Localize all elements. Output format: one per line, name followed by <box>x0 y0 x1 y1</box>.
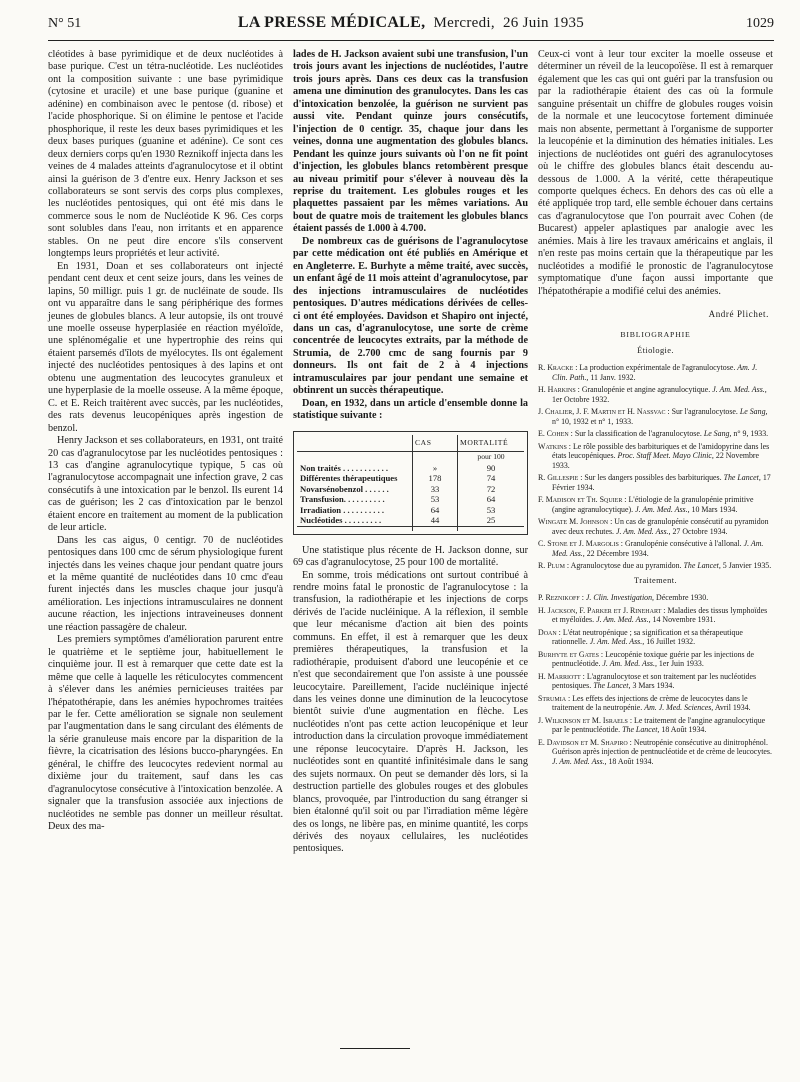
cas-value: 44 <box>413 515 458 526</box>
reference-text: L'agranulocytose et son traitement par les nucléotides pentosiques. <box>552 671 757 691</box>
cas-value: 64 <box>413 505 458 516</box>
paragraph: Dans les cas aigus, 0 centigr. 70 de nucléotides pentosiques dans 100 cmc de sérum physiologique furent injectés dans les veines chaque jour pendant quatre jours et la même quantité de nucléotides dans 10 cmc d'eau furent injectés dans les muscles chaque jour jusqu'à amélioration. Les injections intramusculaires ne donnent aucune réaction, les injections intraveineuses donnent une réaction passagère de chaleur. <box>48 534 283 633</box>
article-columns <box>48 49 774 856</box>
reference-item <box>538 650 773 669</box>
row-label: Nucléotides . . . . . . . . . <box>300 515 382 526</box>
traitement-references <box>538 593 773 766</box>
reference-src: J. Am. Med. Ass., <box>635 504 690 514</box>
row-label: Irradiation . . . . . . . . . . <box>300 504 385 515</box>
reference-tail: 22 Décembre 1934. <box>586 548 649 558</box>
reference-src: Am. J. Med. Sciences, <box>644 703 714 713</box>
reference-src: Proc. Staff Meet. Mayo Clinic, <box>617 451 714 461</box>
reference-src: The Lancet, <box>683 561 721 571</box>
reference-auth: J. Wilkinson et M. Israels : <box>538 715 633 725</box>
weekday: Mercredi, <box>433 15 495 31</box>
paragraph: Une statistique plus récente de H. Jackson donne, sur 69 cas d'agranulocytose, 25 pour 100 de mortalité. <box>293 544 528 569</box>
reference-tail: 27 Octobre 1934. <box>672 526 728 536</box>
paragraph: cléotides à base pyrimidique et de deux nucléotides à base purique. C'est un tétra-nucléotide. Les nucléotides ont la composition suivante : une base pyrimidique (cytosine et uracile) et une base purique (guanine et adénine) en combinaison avec le pentose (d. ribose) et l'acide phosphorique. Si on élimine le pentose et l'acide phosphorique, il reste les deux bases pyrimidiques et les deux bases puriques (guanine et adénine). Ce sont ces deux derniers corps qu'en 1930 Reznikoff injecta dans les veines de 4 malades atteints d'agranulocytose et il obtint ainsi la guérison de 3 d'entre eux. Henry Jackson et ses collaborateurs se sont servis des corps plus complexes, les nucléotides pentosiques, qui ont été mis dans le commerce sous le nom de Nucléotide K 96. Ces corps sont solubles dans l'eau, non irritants et en apparence stables. On ne peut dire encore s'ils conservent longtemps leurs propriétés et leur activité. <box>48 49 283 260</box>
reference-tail: 3 Mars 1934. <box>632 681 675 691</box>
table-row <box>297 484 524 495</box>
reference-text: Neutropénie consécutive au dinitrophénol. Guérison après injection de pentnucléotide et de crème de leucocytes. <box>552 737 772 757</box>
reference-item <box>538 561 773 571</box>
reference-auth: R. Gillespie : <box>538 473 583 483</box>
unit-label: pour 100 <box>458 452 525 463</box>
reference-text: Leucopénie toxique guérie par les injections de pentnucléotide. <box>552 649 755 669</box>
reference-tail: 5 Janvier 1935. <box>722 561 772 571</box>
issue-number: N° 51 <box>48 16 82 31</box>
reference-text: Le traitement de l'angine agranulocytique par le pentnucléotide. <box>552 715 766 735</box>
reference-auth: Burhyte et Gates : <box>538 649 604 659</box>
reference-tail: n° 9, 1933. <box>733 429 769 439</box>
reference-item <box>538 672 773 691</box>
author-signature: André Plichet. <box>708 309 769 320</box>
reference-src: J. Am. Med. Ass., <box>589 637 645 647</box>
reference-src: The Lancet, <box>622 725 660 735</box>
reference-src: J. Am. Med. Ass., <box>615 526 671 536</box>
reference-text: Le rôle possible des barbituriques et de l'amidopyrine dans les états leucopéniques. <box>552 441 770 461</box>
reference-auth: J. Chalier, J. F. Martin et H. Nassvac : <box>538 407 670 417</box>
header-rule <box>48 40 774 41</box>
reference-src: The Lancet, <box>723 473 761 483</box>
reference-auth: H. Jackson, F. Parker et J. Rinehart : <box>538 605 666 615</box>
reference-item <box>538 495 773 514</box>
reference-auth: Strumia : <box>538 693 571 703</box>
mortalite-value: 64 <box>458 494 525 505</box>
page-number: 1029 <box>746 16 774 31</box>
cas-value: 33 <box>413 484 458 495</box>
reference-tail: 18 Août 1934. <box>608 756 654 766</box>
reference-auth: E. Cohen : <box>538 429 573 439</box>
reference-item <box>538 694 773 713</box>
paragraph: Ceux-ci vont à leur tour exciter la moelle osseuse et déterminer un réveil de la leucopoïèse. Il est à remarquer également que les cas qui ont guéri par la transfusion ou par la radiothérapie étaient des cas où la formule sanguine présentait un chiffre de globules rouges voisin de la normale et une leucocytose fortement diminuée mais non absente, permettant à l'organisme de supporter la leucopénie et la diminution des hématies initiales. Les injections de nucléotides ont guéri des agranulocytoses où le chiffre des globules blancs était descendu au-dessous de 1.000. A la vérité, cette thérapeutique comporte quelques échecs. En dehors des cas où elle a été appliquée trop tard, elle semble échouer dans certains cas d'agranulocytose que l'on pourrait avec Cohen (de Bucarest) appeler aplastiques par analogie avec les anémies. Mais à lire les travaux américains et anglais, il n'en reste pas moins certain que la thérapeutique par les nucléotides a modifié le pronostic de l'agranulocytose symptomatique d'une façon aussi importante que l'hépatothérapie a modifié celui des anémies. <box>538 49 773 297</box>
reference-auth: H. Harkins : <box>538 385 580 395</box>
reference-text: Un cas de granulopénie consécutif au pyramidon avec deux rechutes. <box>552 517 769 536</box>
row-label: Novarsénobenzol . . . . . . <box>300 483 389 494</box>
reference-src: Le Sang, <box>703 429 732 439</box>
reference-tail: 17 Février 1934. <box>552 473 771 492</box>
reference-tail: 18 Août 1934. <box>661 725 707 735</box>
column-header-mortalite: MORTALITÉ <box>458 435 525 452</box>
reference-src: J. Am. Med. Ass., <box>552 539 764 558</box>
journal-name: LA PRESSE MÉDICALE, <box>237 14 426 31</box>
column-1 <box>48 49 283 856</box>
reference-item <box>538 385 773 404</box>
reference-auth: Watkins : <box>538 441 571 451</box>
end-rule <box>340 1048 410 1049</box>
reference-text: La production expérimentale de l'agranulocytose. <box>579 363 736 373</box>
reference-tail: Décembre 1930. <box>656 593 709 603</box>
reference-item <box>538 593 773 603</box>
reference-text: Les effets des injections de crème de leucocytes dans le traitement de la neutropénie. <box>552 693 748 713</box>
journal-title <box>128 14 694 32</box>
cas-value: » <box>413 463 458 474</box>
reference-text: Agranulocytose due au pyramidon. <box>570 561 682 571</box>
reference-text: L'étiologie de la granulopénie primitive (angine agranulocytique). <box>552 495 754 514</box>
mortalite-value: 25 <box>458 515 525 526</box>
reference-tail: 10 Mars 1934. <box>691 504 738 514</box>
reference-text: Sur les dangers possibles des barbituriques. <box>584 473 722 483</box>
row-label: Non traités . . . . . . . . . . . <box>300 462 389 473</box>
reference-auth: R. Kracke : <box>538 363 578 373</box>
table-row <box>297 473 524 484</box>
reference-auth: H. Marriott : <box>538 671 585 681</box>
reference-text: Granulopénie consécutive à l'allonal. <box>624 539 742 549</box>
reference-tail: 14 Novembre 1931. <box>652 615 716 625</box>
column-2 <box>293 49 528 856</box>
mortalite-value: 72 <box>458 484 525 495</box>
reference-text: Sur l'agranulocytose. <box>671 407 738 417</box>
reference-item <box>538 517 773 536</box>
reference-tail: Avril 1934. <box>714 703 751 713</box>
reference-auth: R. Plum : <box>538 561 570 571</box>
traitement-heading: Traitement. <box>634 575 677 585</box>
reference-item <box>538 738 773 767</box>
reference-src: J. Am. Med. Ass., <box>552 756 607 766</box>
row-label: Transfusion. . . . . . . . . . <box>300 494 385 505</box>
reference-auth: Doan : <box>538 627 561 637</box>
reference-tail: 16 Juillet 1932. <box>646 637 696 647</box>
paragraph: En 1931, Doan et ses collaborateurs ont injecté pendant cent deux et cent seize jours, dans les veines de lapins, 50 milligr. puis 1 gr. de nucléinate de soude. Ils ont vu apparaître dans le sang périphérique des formes jeunes de globules blancs. A leur autopsie, ils ont trouvé une moelle osseuse hyperplasiée en réaction myéloïde, une splénomégalie et une hypertrophie des reins qui étaient parsemés d'îlots de myélocytes. Ils ont également injecté des nucléotides pentosiques à des lapins et ont obtenu une augmentation des leucocytes granuleux et une hyperplasie de la moelle osseuse. A la même époque, C. et E. Reich traitèrent avec succès, par les nucléotides, des rats devenus leucopéniques après ingestion de benzol. <box>48 260 283 434</box>
table-row <box>297 505 524 516</box>
table-row <box>297 515 524 526</box>
reference-text: L'état neutropénique ; sa signification et sa thérapeutique rationnelle. <box>552 627 743 647</box>
paragraph: Doan, en 1932, dans un article d'ensemble donne la statistique suivante : <box>293 397 528 422</box>
paragraph: Henry Jackson et ses collaborateurs, en 1931, ont traité 20 cas d'agranulocytose par les nucléotides pentosiques : 13 cas d'angine agranulocytique typique, 5 cas où l'agranulocytose accompagnait une infection grave, 2 cas consécutifs à une intoxication par le benzol. Ils eurent 14 cas de guérison; les 2 cas d'intoxication par le benzol étaient encore en traitement au moment de la publication de leur article. <box>48 435 283 534</box>
reference-src: Le Sang, <box>739 407 768 417</box>
cas-value: 53 <box>413 494 458 505</box>
reference-item <box>538 606 773 625</box>
paragraph: De nombreux cas de guérisons de l'agranulocytose par cette médication ont été publiés en Amérique et en Angleterre. E. Burhyte a même traité, avec succès, un enfant âgé de 11 mois atteint d'agranulocytose, par des injections intramusculaires de nucléotides pentosiques. D'autres médications dérivées de celles-ci ont été employées. Davidson et Shapiro ont injecté, dans un cas, d'agranulocytose, une sorte de crème concentrée de leucocytes extraits, par la méthode de Strumia, de 2.700 cmc de sang fournis par 9 donneurs. Ils ont fait de 2 à 4 injections intramusculaires par jour pendant une semaine et obtinrent un succès thérapeutique. <box>293 235 528 397</box>
paragraph: lades de H. Jackson avaient subi une transfusion, l'un trois jours avant les injections de nucléotides, l'autre trois jours après. Dans ces deux cas la transfusion amena une diminution des granulocytes. Dans les cas d'intoxication benzolée, la guérison ne survient pas aussi vite. Pendant quinze jours consécutifs, l'injection de 0 centigr. 35, chaque jour dans les veines, donna une augmentation des globules blancs. Pendant les quinze jours suivants où l'on ne fit point d'injection, les globules blancs retombèrent presque au niveau primitif pour s'élever à nouveau dès la reprise du traitement. Les globules rouges et les plaquettes passaient par les mêmes variations. Au bout de quatre mois de traitement les globules blancs étaient passés de 1.000 à 4.700. <box>293 49 528 235</box>
reference-auth: P. Reznikoff : <box>538 593 584 603</box>
column-3 <box>538 49 773 856</box>
statistics-table <box>293 431 528 535</box>
reference-item <box>538 628 773 647</box>
table-row <box>297 494 524 505</box>
reference-text: Maladies des tissus lymphoïdes et myéloïdes. <box>552 605 768 625</box>
reference-tail: 22 Novembre 1933. <box>552 451 760 470</box>
reference-src: Am. J. Clin. Path., <box>552 363 758 382</box>
mortalite-value: 53 <box>458 505 525 516</box>
reference-item <box>538 407 773 426</box>
reference-item <box>538 363 773 382</box>
reference-src: J. Clin. Investigation, <box>585 593 655 603</box>
reference-text: Sur la classification de l'agranulocytose. <box>574 429 702 439</box>
reference-auth: Wingate M. Johnson : <box>538 517 613 527</box>
reference-tail: n° 10, 1932 et n° 1, 1933. <box>552 416 634 426</box>
row-label: Différentes thérapeutiques <box>300 473 398 484</box>
reference-item <box>538 442 773 471</box>
table-row <box>297 463 524 474</box>
reference-item <box>538 539 773 558</box>
reference-item <box>538 716 773 735</box>
paragraph: Les premiers symptômes d'amélioration parurent entre le quatrième et le septième jour, habituellement le cinquième jour. Il est à remarquer que cette date est la même que celle à laquelle les réticulocytes commencent à s'élever dans les anémies pernicieuses traitées par l'hépatothérapie, dans les anémies hypochromes traitées par le fer. Cette amélioration se signale non seulement par l'augmentation dans le sang circulant des éléments de la série granuleuse mais encore par la disparition de la fièvre, la cicatrisation des lésions bucco-pharyngées. En général, le chiffre des leucocytes redevient normal au dixième jour du traitement, sauf dans les cas d'agranulocytose consécutive à l'intoxication benzolée. A signaler que la transfusion associée aux injections de nucléotides ne semble pas donner un meilleur résultat. Deux des ma- <box>48 634 283 833</box>
cas-value: 178 <box>413 473 458 484</box>
mortalite-value: 90 <box>458 463 525 474</box>
page-header <box>48 14 774 38</box>
reference-tail: 1er Octobre 1932. <box>552 394 610 404</box>
bibliography-heading: BIBLIOGRAPHIE <box>620 329 691 339</box>
reference-tail: 1er Juin 1933. <box>658 659 704 669</box>
reference-item <box>538 473 773 492</box>
reference-src: The Lancet, <box>593 681 631 691</box>
reference-auth: C. Stone et J. Margolis : <box>538 539 623 549</box>
reference-item <box>538 429 773 439</box>
reference-src: J. Am. Med. Ass., <box>596 615 651 625</box>
reference-tail: 11 Janv. 1932. <box>590 372 636 382</box>
column-header-cas: CAS <box>413 435 458 452</box>
issue-date: 26 Juin 1935 <box>502 15 585 31</box>
reference-src: J. Am. Med. Ass., <box>712 385 767 395</box>
reference-auth: E. Davidson et M. Shapiro : <box>538 737 632 747</box>
reference-text: Granulopénie et angine agranulocytique. <box>581 385 711 395</box>
etiologie-heading: Étiologie. <box>637 345 674 355</box>
mortalite-value: 74 <box>458 473 525 484</box>
paragraph: En somme, trois médications ont surtout contribué à rendre moins fatal le pronostic de l'agranulocytose : la transfusion, la radiothérapie et les injections de corps dérivés de l'acide nucléinique. A la réflexion, il semble que leur mécanisme d'action ait bien des points communs. En effet, il est à remarquer que les deux premières thérapeutiques, la transfusion et la radiothérapie, produisent d'abord une leucopénie et ce n'est que secondairement que l'on assiste à une poussée leucocytaire. Pareillement, l'acide nucléinique injecté dans les veines donne une diminution de la leucocytose bientôt suivie d'une augmentation en flèche. Les nucléotides n'ont pas cette action leucopénique et leur introduction dans la circulation provoque immédiatement une réponse leucocytaire. D'après H. Jackson, les nucléotides sont en quantité infinitésimale dans le sang des sujets normaux. On peut se demander dès lors, si la destruction partielle des globules rouges et des globules blancs, provoquée, par l'introduction du sang étranger si bien étalonné qu'il soit ou par l'irradiation même légère des os longs, ne libère pas, en minime quantité, les corps dérivés des noyaux cellulaires, les nucléotides pentosiques. <box>293 569 528 855</box>
etiologie-references <box>538 363 773 571</box>
reference-src: J. Am. Med. Ass., <box>602 659 657 669</box>
reference-auth: F. Madison et Th. Squier : <box>538 495 627 505</box>
